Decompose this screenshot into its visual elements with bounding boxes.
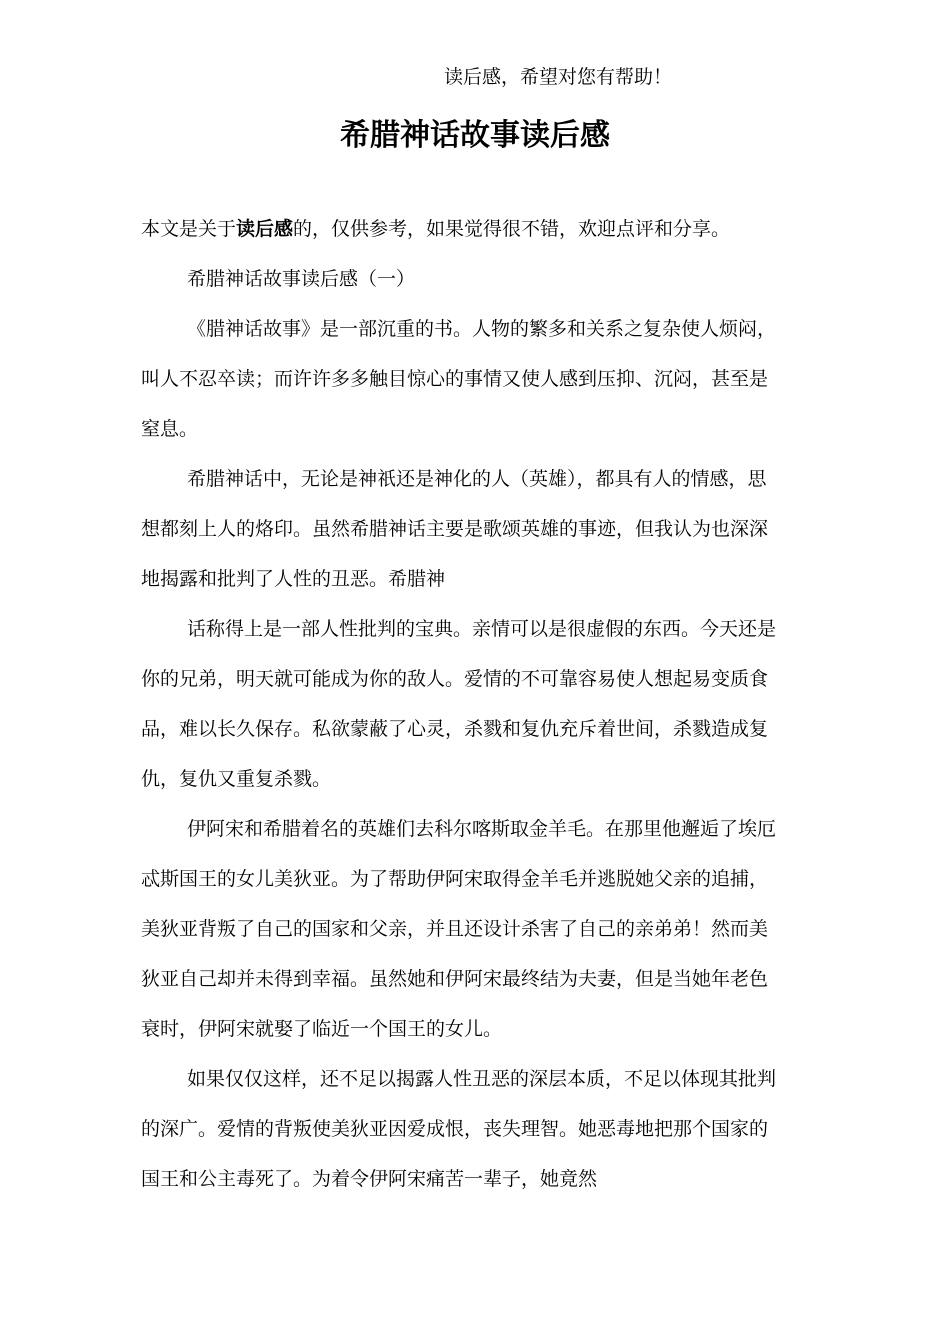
paragraph-3-line-1: 话称得上是一部人性批判的宝典。亲情可以是很虚假的东西。今天还是 [187, 618, 777, 640]
paragraph-2-line-1: 希腊神话中，无论是神祇还是神化的人（英雄），都具有人的情感，思 [187, 468, 767, 490]
paragraph-1-line-1: 《腊神话故事》是一部沉重的书。人物的繁多和关系之复杂使人烦闷， [187, 318, 777, 340]
section-heading: 希腊神话故事读后感（一） [187, 268, 416, 290]
paragraph-4-line-2: 忒斯国王的女儿美狄亚。为了帮助伊阿宋取得金羊毛并逃脱她父亲的追捕， [141, 868, 769, 890]
paragraph-3-line-4: 仇，复仇又重复杀戮。 [141, 768, 332, 790]
paragraph-4-line-1: 伊阿宋和希腊着名的英雄们去科尔喀斯取金羊毛。在那里他邂逅了埃厄 [187, 818, 777, 840]
intro-line [141, 204, 821, 254]
body-text [141, 204, 821, 1204]
paragraph-5-line-2: 的深广。爱情的背叛使美狄亚因爱成恨，丧失理智。她恶毒地把那个国家的 [141, 1118, 769, 1140]
paragraph-1-line-3: 窒息。 [141, 418, 199, 440]
document-title: 希腊神话故事读后感 [340, 118, 610, 153]
paragraph-3-line-2: 你的兄弟，明天就可能成为你的敌人。爱情的不可靠容易使人想起易变质食 [141, 668, 769, 690]
paragraph-5-line-1: 如果仅仅这样，还不足以揭露人性丑恶的深层本质，不足以体现其批判 [187, 1068, 777, 1090]
paragraph-3-line-3: 品，难以长久保存。私欲蒙蔽了心灵，杀戮和复仇充斥着世间，杀戮造成复 [141, 718, 769, 740]
intro-pre: 本文是关于 [141, 218, 237, 240]
paragraph-1-line-2: 叫人不忍卒读；而许许多多触目惊心的事情又使人感到压抑、沉闷，甚至是 [141, 368, 769, 390]
paragraph-4-line-4: 狄亚自己却并未得到幸福。虽然她和伊阿宋最终结为夫妻，但是当她年老色 [141, 968, 769, 990]
header-note: 读后感，希望对您有帮助！ [444, 66, 673, 88]
paragraph-4-line-3: 美狄亚背叛了自己的国家和父亲，并且还设计杀害了自己的亲弟弟！然而美 [141, 918, 769, 940]
paragraph-2-line-2: 想都刻上人的烙印。虽然希腊神话主要是歌颂英雄的事迹，但我认为也深深 [141, 518, 769, 540]
paragraph-5-line-3: 国王和公主毒死了。为着令伊阿宋痛苦一辈子，她竟然 [141, 1168, 598, 1190]
intro-bold: 读后感 [236, 218, 294, 240]
intro-post: 的，仅供参考，如果觉得很不错，欢迎点评和分享。 [293, 218, 731, 240]
paragraph-4-line-5: 衰时，伊阿宋就娶了临近一个国王的女儿。 [141, 1018, 503, 1040]
paragraph-2-line-3: 地揭露和批判了人性的丑恶。希腊神 [141, 568, 446, 590]
